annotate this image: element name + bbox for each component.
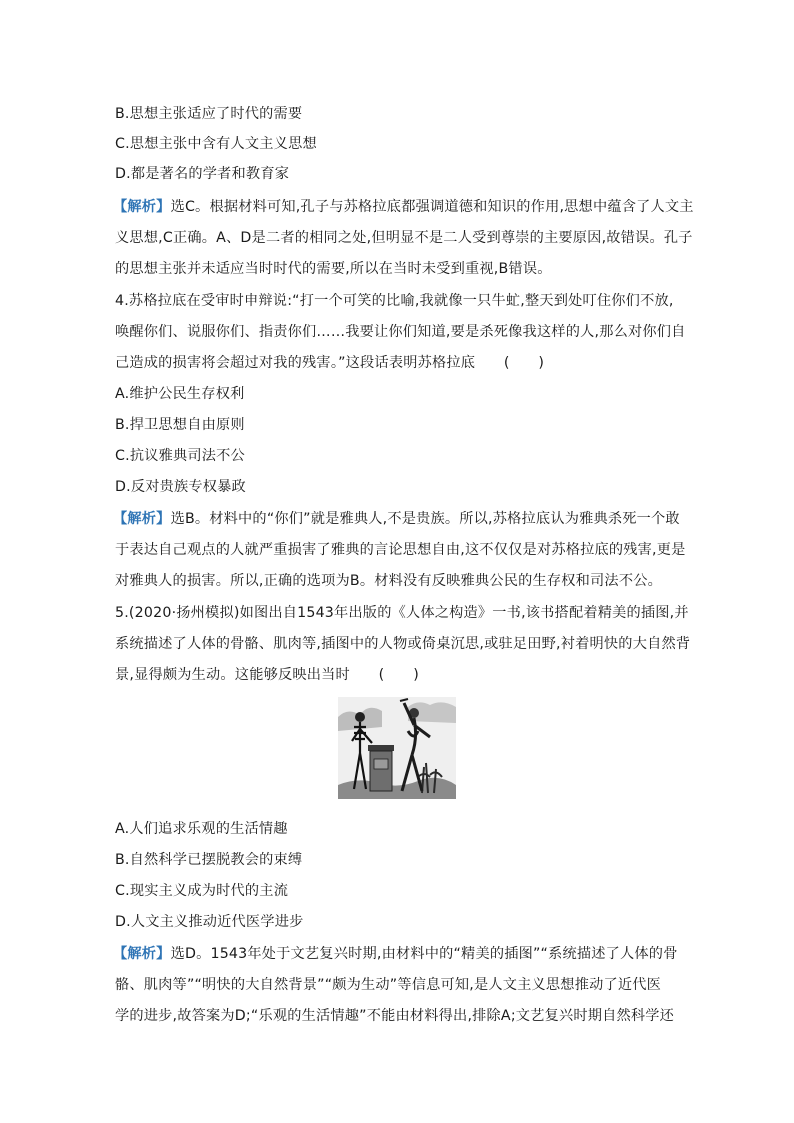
q3-analysis-line-1 — [113, 197, 694, 217]
illustration-skull — [355, 712, 365, 722]
q3-analysis-line-2: 义思想,C正确。A、D是二者的相同之处,但明显不是二人受到尊崇的主要原因,故错误。孔子 — [115, 230, 693, 246]
q3-option-b: B.思想主张适应了时代的需要 — [115, 106, 303, 122]
q5-option-b: B.自然科学已摆脱教会的束缚 — [115, 852, 303, 868]
q4-option-c: C.抗议雅典司法不公 — [115, 448, 245, 464]
q3-analysis-line-3: 的思想主张并未适应当时时代的需要,所以在当时未受到重视,B错误。 — [115, 261, 552, 277]
q5-analysis-line-2: 骼、肌肉等”“明快的大自然背景”“颇为生动”等信息可知,是人文主义思想推动了近代医 — [115, 977, 662, 993]
q4-analysis-line-2: 于表达自己观点的人就严重损害了雅典的言论思想自由,这不仅仅是对苏格拉底的残害,更是 — [115, 542, 686, 558]
q5-analysis-text-1: 选D。1543年处于文艺复兴时期,由材料中的“精美的插图”“系统描述了人体的骨 — [170, 946, 678, 962]
q5-analysis-tag: 【解析】 — [113, 946, 171, 962]
q3-option-c: C.思想主张中含有人文主义思想 — [115, 136, 317, 152]
illustration-table-top — [368, 745, 394, 751]
q5-stem-line-2: 系统描述了人体的骨骼、肌肉等,插图中的人物或倚桌沉思,或驻足田野,衬着明快的大自然背 — [115, 636, 691, 652]
q4-stem-line-1: 4.苏格拉底在受审时申辩说:“打一个可笑的比喻,我就像一只牛虻,整天到处叮住你们不放, — [115, 293, 674, 309]
anatomy-illustration — [338, 697, 456, 799]
q5-option-c: C.现实主义成为时代的主流 — [115, 883, 289, 899]
q4-analysis-line-1 — [113, 509, 683, 529]
q4-analysis-text-1: 选B。材料中的“你们”就是雅典人,不是贵族。所以,苏格拉底认为雅典杀死一个敢 — [170, 511, 680, 527]
q4-analysis-tag: 【解析】 — [113, 511, 171, 527]
q3-analysis-tag: 【解析】 — [113, 199, 171, 215]
illustration-pedestal-panel — [374, 759, 388, 769]
q5-option-d: D.人文主义推动近代医学进步 — [115, 914, 304, 930]
q5-option-a: A.人们追求乐观的生活情趣 — [115, 821, 288, 837]
illustration-pedestal — [370, 751, 392, 791]
q4-option-b: B.捍卫思想自由原则 — [115, 417, 245, 433]
q4-option-d: D.反对贵族专权暴政 — [115, 479, 246, 495]
q5-analysis-line-1 — [113, 944, 683, 964]
q3-analysis-text-1: 选C。根据材料可知,孔子与苏格拉底都强调道德和知识的作用,思想中蕴含了人文主 — [170, 199, 694, 215]
q4-stem-line-3: 己造成的损害将会超过对我的残害。”这段话表明苏格拉底 ( ) — [115, 355, 545, 371]
q5-stem-line-3: 景,显得颇为生动。这能够反映出当时 ( ) — [115, 667, 419, 683]
q5-analysis-line-3: 学的进步,故答案为D;“乐观的生活情趣”不能由材料得出,排除A;文艺复兴时期自然科学还 — [115, 1008, 675, 1024]
q4-analysis-line-3: 对雅典人的损害。所以,正确的选项为B。材料没有反映雅典公民的生存权和司法不公。 — [115, 573, 662, 589]
q4-option-a: A.维护公民生存权利 — [115, 386, 245, 402]
q5-stem-line-1: 5.(2020·扬州模拟)如图出自1543年出版的《人体之构造》一书,该书搭配着精美的插图,并 — [115, 605, 689, 621]
q4-stem-line-2: 唤醒你们、说服你们、指责你们……我要让你们知道,要是杀死像我这样的人,那么对你们自 — [115, 324, 686, 340]
q3-option-d: D.都是著名的学者和教育家 — [115, 166, 290, 182]
